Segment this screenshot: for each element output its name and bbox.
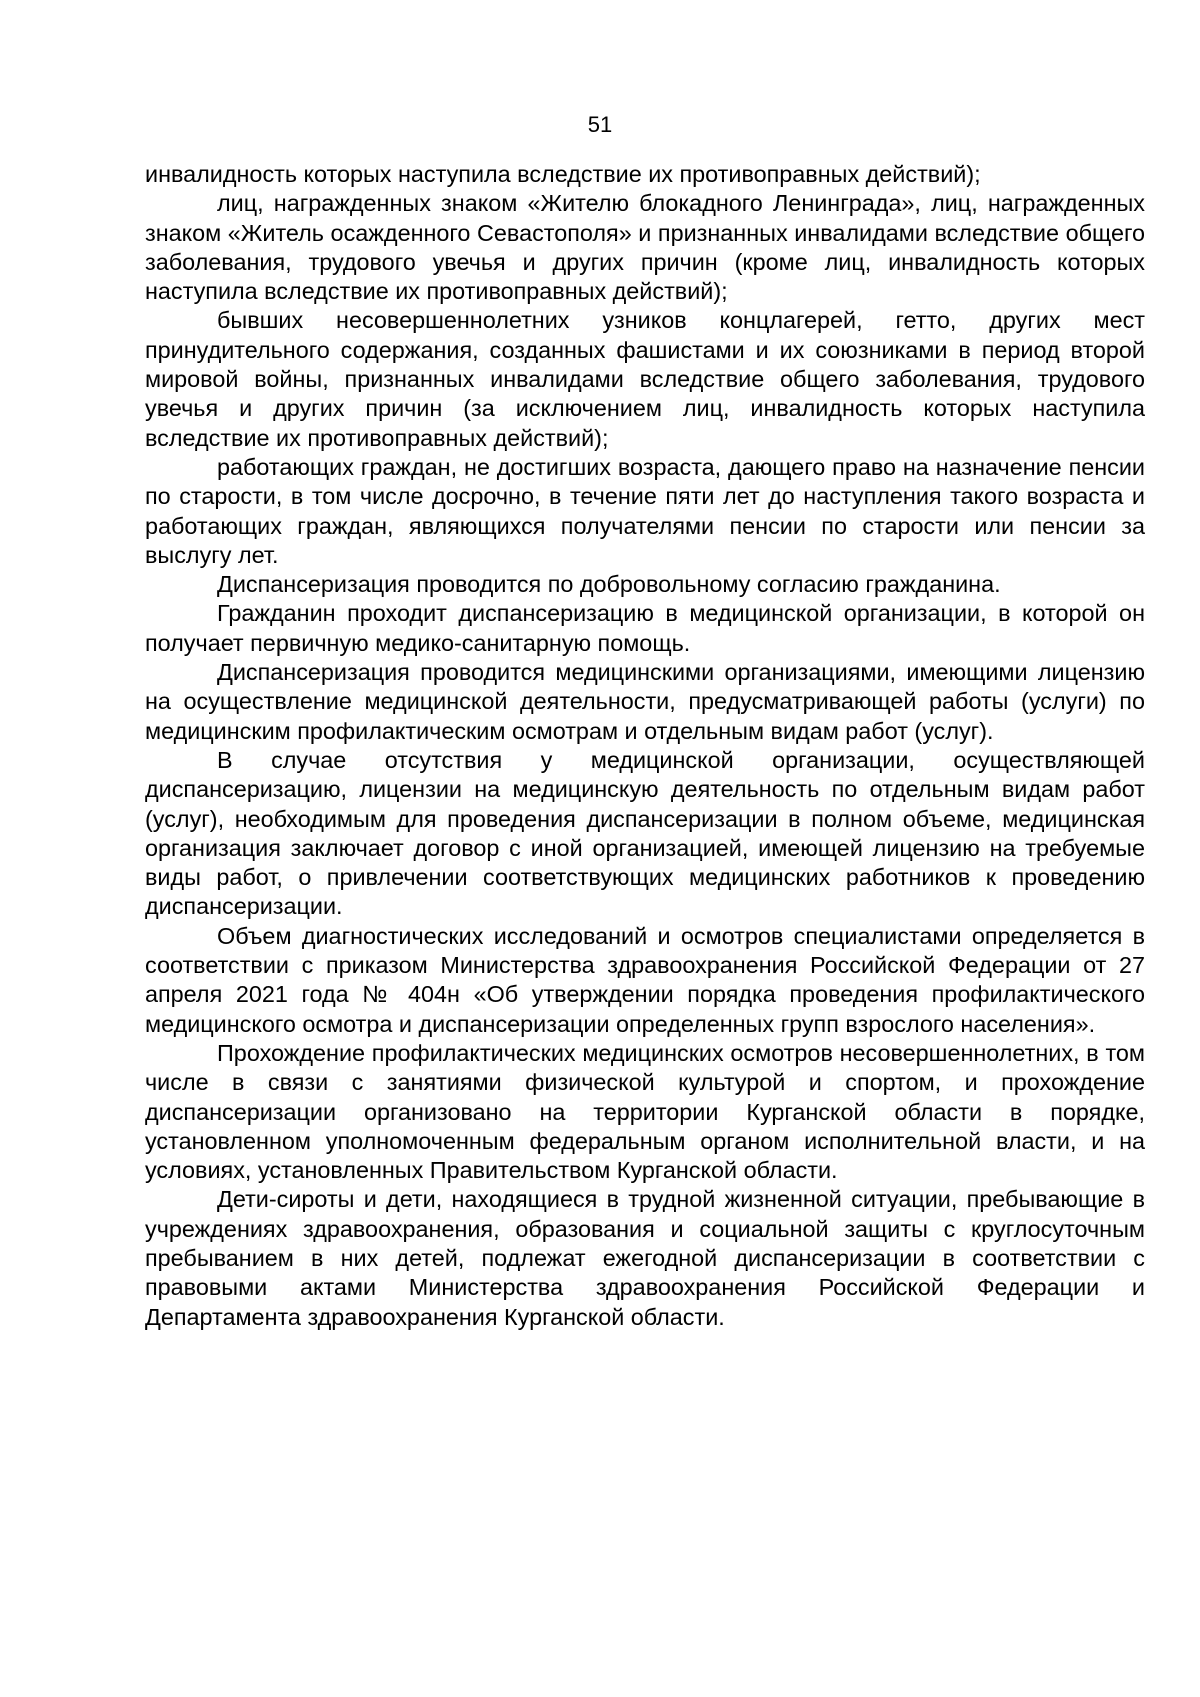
paragraph-licensed-organizations: Диспансеризация проводится медицинскими организациями, имеющими лицензию на осуществление медицинской деятельности, предусматривающей работы (услуги) по медицинским профилактическим осмотрам и отдельным видам работ (услуг). bbox=[145, 659, 1145, 744]
paragraph-continuation: инвалидность которых наступила вследствие их противоправных действий); bbox=[145, 161, 981, 187]
paragraph-missing-license: В случае отсутствия у медицинской организации, осуществляющей диспансеризацию, лицензии на медицинскую деятельность по отдельным видам работ (услуг), необходимым для проведения диспансеризации в полном объеме, медицинская организация заключает договор с иной организацией, имеющей лицензию на требуемые виды работ, о привлечении соответствующих медицинских работников к проведению диспансеризации. bbox=[145, 746, 1145, 920]
paragraph-leningrad-sevastopol: лиц, награжденных знаком «Жителю блокадного Ленинграда», лиц, награжденных знаком «Житель осажденного Севастополя» и признанных инвалидами вследствие общего заболевания, трудового увечья и других причин (кроме лиц, инвалидность которых наступила вследствие их противоправных действий); bbox=[145, 190, 1145, 305]
paragraph-minors-examinations: Прохождение профилактических медицинских осмотров несовершеннолетних, в том числе в связи с занятиями физической культурой и спортом, и прохождение диспансеризации организовано на территории Курганской области в порядке, установленном уполномоченным федеральным органом исполнительной власти, и на условиях, установленных Правительством Курганской области. bbox=[145, 1039, 1145, 1184]
paragraph-working-citizens: работающих граждан, не достигших возраста, дающего право на назначение пенсии по старости, в том числе досрочно, в течение пяти лет до наступления такого возраста и работающих граждан, являющихся получателями пенсии по старости или пенсии за выслугу лет. bbox=[145, 453, 1145, 568]
document-body bbox=[145, 160, 1145, 1332]
paragraph-orphans: Дети-сироты и дети, находящиеся в трудной жизненной ситуации, пребывающие в учреждениях здравоохранения, образования и социальной защиты с круглосуточным пребыванием в них детей, подлежат ежегодной диспансеризации в соответствии с правовыми актами Министерства здравоохранения Российской Федерации и Департамента здравоохранения Курганской области. bbox=[145, 1186, 1145, 1330]
page-number: 51 bbox=[587, 112, 613, 137]
paragraph-primary-care: Гражданин проходит диспансеризацию в медицинской организации, в которой он получает первичную медико-санитарную помощь. bbox=[145, 600, 1145, 656]
paragraph-scope-order-404n: Объем диагностических исследований и осмотров специалистами определяется в соответствии с приказом Министерства здравоохранения Российской Федерации от 27 апреля 2021 года № 404н «Об утверждении порядка проведения профилактического медицинского осмотра и диспансеризации определенных групп взрослого населения». bbox=[145, 922, 1145, 1037]
paragraph-former-prisoners: бывших несовершеннолетних узников концлагерей, гетто, других мест принудительного содержания, созданных фашистами и их союзниками в период второй мировой войны, признанных инвалидами вследствие общего заболевания, трудового увечья и других причин (за исключением лиц, инвалидность которых наступила вследствие их противоправных действий); bbox=[145, 307, 1145, 451]
paragraph-voluntary-consent: Диспансеризация проводится по добровольному согласию гражданина. bbox=[217, 571, 1001, 598]
